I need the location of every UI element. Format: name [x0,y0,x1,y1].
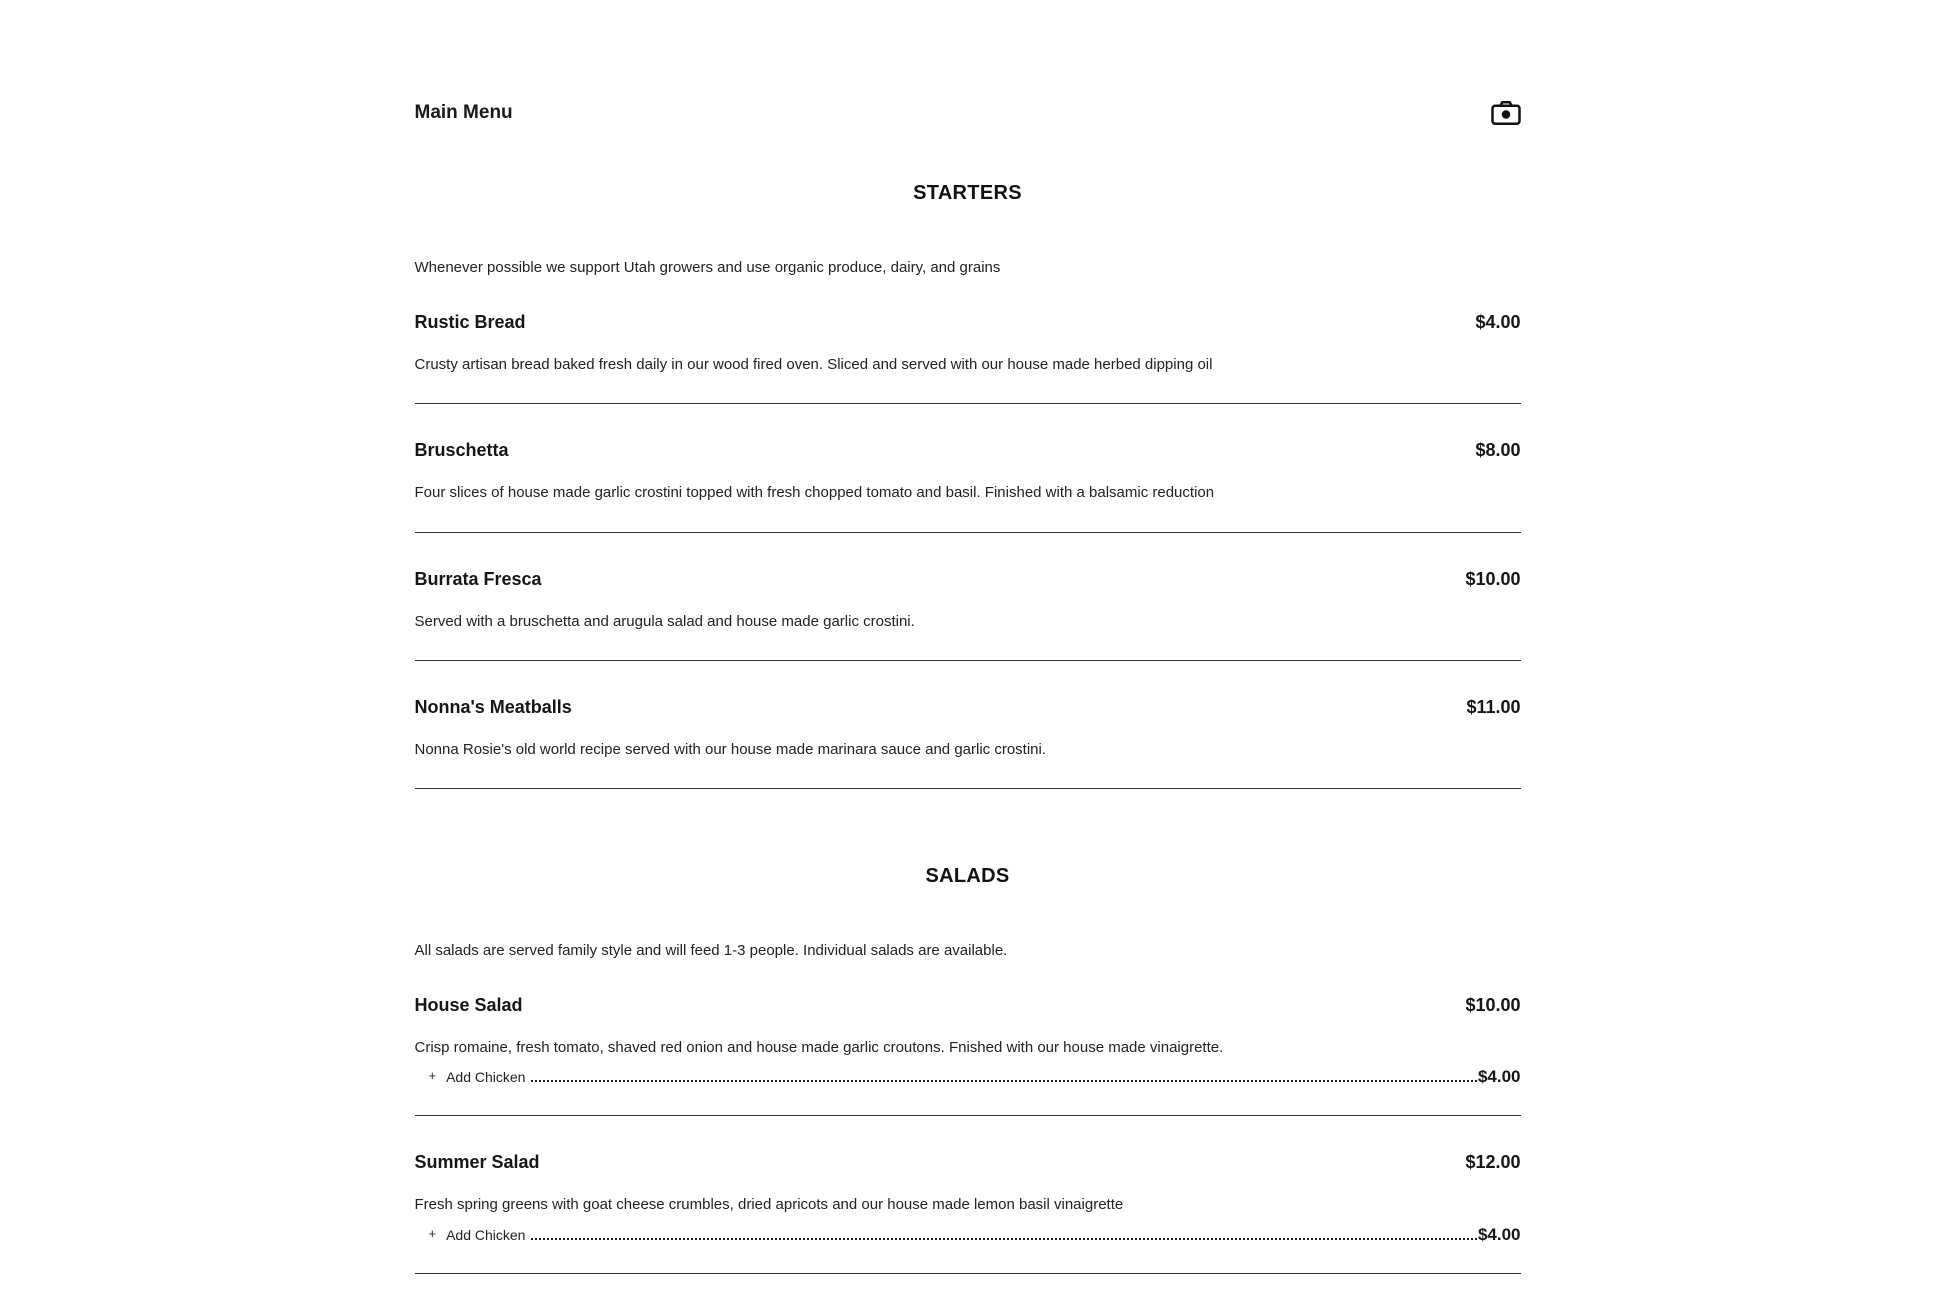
page-header [415,100,1521,126]
item-row [415,697,1521,718]
section-starters [415,182,1521,789]
menu-item [415,276,1521,404]
addon-label: Add Chicken [446,1069,526,1086]
section-title: STARTERS [913,182,1022,204]
section-note: Whenever possible we support Utah growers and use organic produce, dairy, and grains [414,259,1001,276]
item-description: Served with a bruschetta and arugula salad and house made garlic crostini. [414,612,915,630]
item-price: $4.00 [1475,312,1521,332]
camera-icon [1491,114,1521,129]
menu-item [415,661,1521,789]
section-title: SALADS [925,865,1010,887]
menu-item [415,533,1521,661]
addon-price: $4.00 [1477,1067,1521,1087]
camera-button[interactable] [1491,100,1521,126]
item-name: Nonna's Meatballs [414,696,572,717]
addon-label: Add Chicken [446,1226,526,1243]
menu-item [415,959,1521,1116]
item-price: $11.00 [1466,696,1521,717]
item-row [415,312,1521,333]
item-row [415,440,1521,461]
addon-price: $4.00 [1477,1224,1521,1244]
item-price: $10.00 [1465,568,1521,589]
item-row [415,995,1521,1016]
dotted-leader [531,1238,1476,1240]
section-salads [415,865,1521,1274]
item-description: Nonna Rosie's old world recipe served with our house made marinara sauce and garlic crostini. [414,740,1047,758]
item-row [415,569,1521,590]
plus-icon: + [428,1068,437,1084]
item-description: Crisp romaine, fresh tomato, shaved red onion and house made garlic croutons. Fnished with our house made vinaigrette. [414,1039,1224,1056]
dotted-leader [531,1080,1476,1082]
item-price: $10.00 [1465,995,1521,1015]
item-name: Burrata Fresca [414,568,542,589]
item-description: Crusty artisan bread baked fresh daily in our wood fired oven. Sliced and served with our house made herbed dipping oil [414,356,1213,373]
item-name: Rustic Bread [414,312,526,332]
item-name: House Salad [414,995,523,1015]
menu-item [415,1116,1521,1273]
item-description: Four slices of house made garlic crostini topped with fresh chopped tomato and basil. Finished with a balsamic reduction [414,484,1215,502]
page-title: Main Menu [414,102,513,123]
menu-page [415,0,1521,1294]
addon-row [415,1225,1521,1245]
menu-item [415,404,1521,532]
item-price: $8.00 [1475,440,1521,461]
section-note: All salads are served family style and will feed 1-3 people. Individual salads are available. [414,942,1008,959]
item-row [415,1152,1521,1173]
addon-row [415,1067,1521,1087]
item-description: Fresh spring greens with goat cheese crumbles, dried apricots and our house made lemon basil vinaigrette [414,1196,1124,1214]
item-name: Summer Salad [414,1152,540,1173]
plus-icon: + [428,1225,437,1241]
item-name: Bruschetta [414,440,509,461]
item-price: $12.00 [1465,1152,1521,1173]
